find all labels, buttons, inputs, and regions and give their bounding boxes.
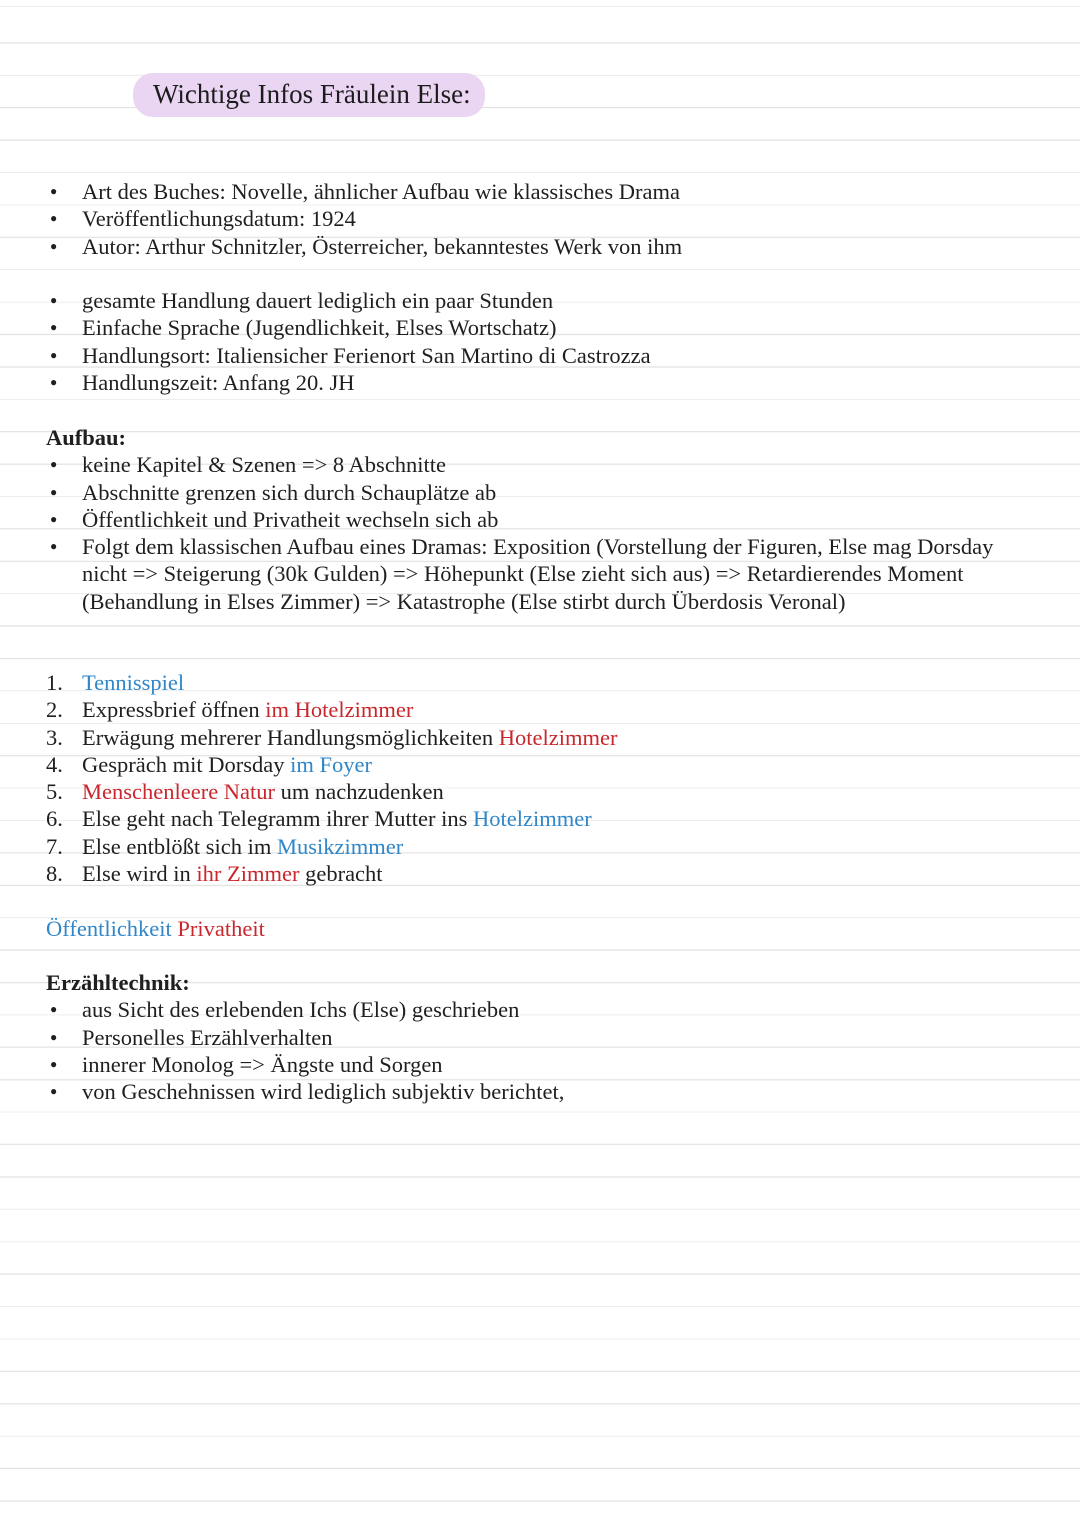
section-item: [46, 805, 1046, 832]
private-place-text: Hotelzimmer: [498, 724, 618, 750]
section-item: [46, 751, 1046, 778]
color-legend: [46, 915, 1046, 942]
section-item: [46, 724, 1046, 751]
section-number: 2.: [46, 697, 63, 723]
section-text: Expressbrief öffnen: [82, 697, 266, 723]
private-place-text: im Hotelzimmer: [265, 697, 414, 723]
section-text: Erwägung mehrerer Handlungsmöglichkeiten: [82, 724, 499, 750]
sections-block: [46, 669, 1046, 887]
public-place-text: Tennisspiel: [82, 670, 185, 695]
section-text: Gespräch mit Dorsday: [82, 751, 291, 777]
section-text: Else wird in: [82, 861, 197, 887]
legend-public: Öffentlichkeit: [46, 916, 172, 941]
section-item: [46, 778, 1046, 805]
section-text: Else geht nach Telegramm ihrer Mutter ins: [82, 806, 474, 832]
legend-private: Privatheit: [177, 916, 265, 941]
section-number: 4.: [46, 751, 63, 777]
section-number: 7.: [46, 833, 63, 859]
private-place-text: ihr Zimmer: [196, 861, 300, 887]
detail-item: ● Einfache Sprache (Jugendlichkeit, Elses Wortschatz): [46, 314, 1046, 341]
section-number: 8.: [46, 861, 63, 887]
public-place-text: Musikzimmer: [276, 833, 404, 859]
fact-item: ● Art des Buches: Novelle, ähnlicher Aufbau wie klassisches Drama: [46, 178, 1046, 205]
section-text: Else entblößt sich im: [82, 833, 277, 859]
section-item: [46, 860, 1046, 887]
details-section: [46, 287, 1046, 396]
sections-list: [46, 669, 1046, 887]
page-title: Wichtige Infos Fräulein Else:: [133, 73, 485, 117]
aufbau-item: ● Abschnitte grenzen sich durch Schauplätze ab: [46, 479, 1006, 506]
public-place-text: Hotelzimmer: [473, 806, 592, 832]
section-number: 5.: [46, 779, 63, 805]
detail-item: ● Handlungszeit: Anfang 20. JH: [46, 369, 1046, 396]
facts-list: [46, 178, 1046, 260]
private-place-text: Menschenleere Natur: [82, 779, 276, 805]
erzaehltechnik-item: ● aus Sicht des erlebenden Ichs (Else) geschrieben: [46, 996, 1046, 1023]
erzaehltechnik-section: [46, 969, 1046, 1105]
section-item: [46, 833, 1046, 860]
erzaehltechnik-item: ● innerer Monolog => Ängste und Sorgen: [46, 1051, 1046, 1078]
aufbau-item: ● keine Kapitel & Szenen => 8 Abschnitte: [46, 451, 1006, 478]
aufbau-heading: Aufbau:: [46, 425, 127, 450]
section-number: 3.: [46, 724, 63, 750]
erzaehltechnik-item: ● Personelles Erzählverhalten: [46, 1024, 1046, 1051]
aufbau-item: ● Öffentlichkeit und Privatheit wechseln sich ab: [46, 506, 1006, 533]
erzaehltechnik-heading: Erzähltechnik:: [46, 970, 190, 995]
section-item: [46, 696, 1046, 723]
section-number: 6.: [46, 806, 63, 832]
title-container: [133, 73, 485, 117]
detail-item: ● gesamte Handlung dauert lediglich ein paar Stunden: [46, 287, 1046, 314]
section-number: 1.: [46, 670, 63, 695]
aufbau-section: [46, 424, 1006, 615]
facts-section: [46, 178, 1046, 260]
erzaehltechnik-item: ● von Geschehnissen wird lediglich subjektiv berichtet,: [46, 1078, 1046, 1105]
section-text: um nachzudenken: [275, 779, 444, 805]
detail-item: ● Handlungsort: Italiensicher Ferienort San Martino di Castrozza: [46, 342, 1046, 369]
section-item: [46, 669, 1046, 696]
details-list: [46, 287, 1046, 396]
aufbau-item: ● Folgt dem klassischen Aufbau eines Dramas: Exposition (Vorstellung der Figuren, Else mag Dorsday nicht => Steigerung (30k Gulden) => Höhepunkt (Else zieht sich aus) => Retardierendes Moment (Behandlung in Elses Zimmer) => Katastrophe (Else stirbt durch Überdosis Veronal): [46, 533, 1006, 615]
fact-item: ● Autor: Arthur Schnitzler, Österreicher, bekanntestes Werk von ihm: [46, 233, 1046, 260]
erzaehltechnik-list: [46, 996, 1046, 1105]
fact-item: ● Veröffentlichungsdatum: 1924: [46, 205, 1046, 232]
section-text: gebracht: [299, 861, 383, 887]
aufbau-list: [46, 451, 1006, 615]
public-place-text: im Foyer: [290, 751, 372, 777]
